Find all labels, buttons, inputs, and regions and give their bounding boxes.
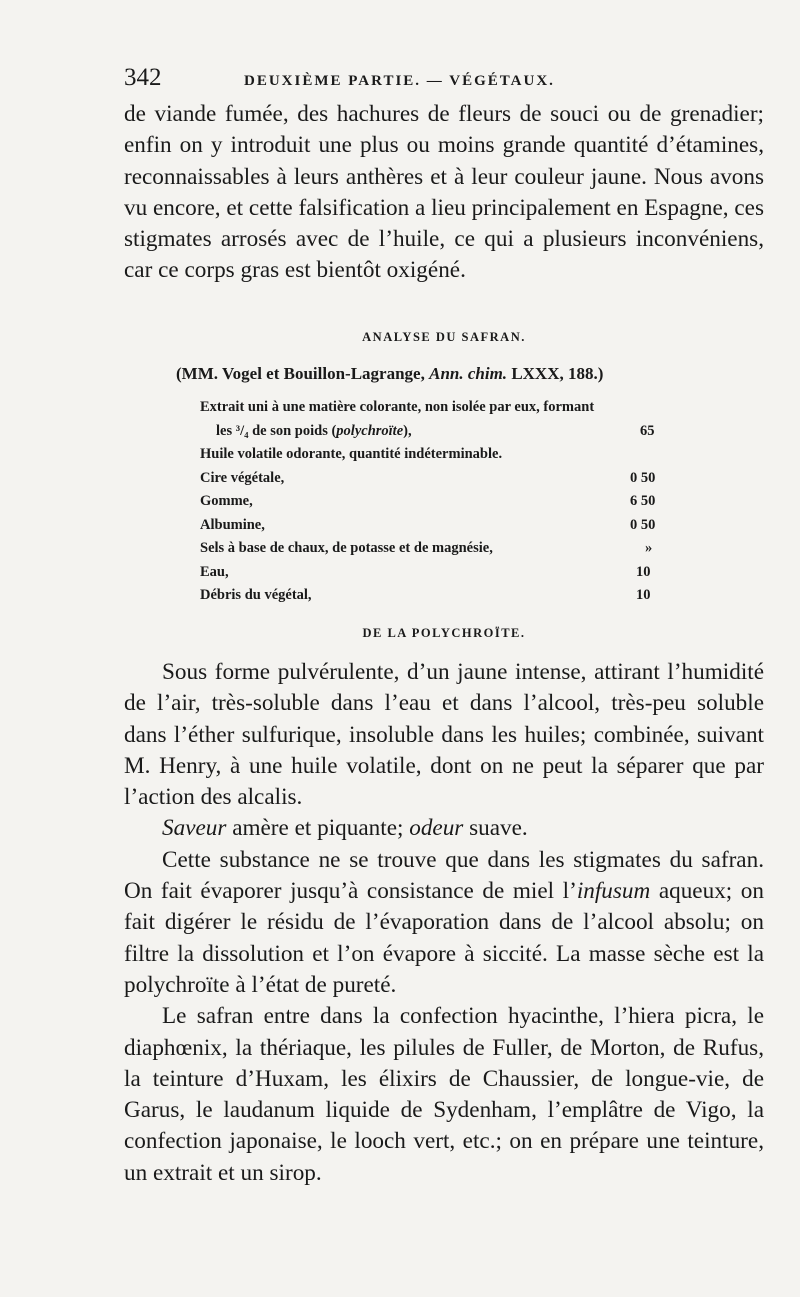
analysis-row [200,467,740,491]
analysis-row [200,584,740,608]
analysis-value: 6 50 [630,493,656,509]
word-infusum: infusum [576,878,651,905]
analysis-label: Eau, [200,563,229,580]
analysis-label-italic: polychroïte [336,422,404,439]
analysis-table [200,396,740,608]
paragraph-taste [124,813,764,844]
word-odeur: odeur [409,815,464,842]
main-text [124,657,764,1189]
analysis-label-post: ), [403,422,412,439]
analysis-label [216,420,412,444]
analysis-label: Albumine, [200,516,265,533]
preparation-post: aqueux; on fait digérer le résidu de l’évaporation dans de l’alcool absolu; on filtre la dissolution et l’on évapore à siccité. La masse sèche est la polychroïte à l’état de pureté. [124,878,764,998]
preparation-pre: Cette substance ne se trouve que dans les stigmates du safran. On fait évaporer jusqu’à consistance de miel l’ [124,846,764,905]
reference-journal: Ann. chim. [429,364,508,383]
analysis-value: » [645,540,653,556]
polychroite-heading: DE LA POLYCHROÏTE. [362,626,526,640]
analysis-row [200,514,740,538]
running-title: DEUXIÈME PARTIE. — VÉGÉTAUX. [244,73,555,89]
analysis-label: Débris du végétal, [200,587,312,603]
analysis-label-pre: les ³/₄ de son poids ( [216,422,337,439]
analysis-reference [176,364,603,384]
analysis-row [200,561,740,585]
analysis-value: 0 50 [630,469,656,486]
taste-end: suave. [463,815,528,842]
intro-block [124,99,764,287]
analysis-row [200,490,740,514]
analysis-label: Cire végétale, [200,469,285,486]
paragraph-properties: Sous forme pulvérulente, d’un jaune intense, attirant l’humidité de l’air, très-soluble dans l’eau et dans l’alcool, très-peu soluble dans l’éther sulfurique, insoluble dans les huiles; combinée, suivant M. Henry, à une huile volatile, dont on ne peut la séparer que par l’action des alcalis. [124,659,764,811]
analysis-label: Sels à base de chaux, de potasse et de magnésie, [200,540,493,556]
page-number: 342 [124,64,162,91]
analysis-heading: ANALYSE DU SAFRAN. [362,330,526,344]
reference-prefix: (MM. Vogel et Bouillon-Lagrange, [176,364,430,383]
word-saveur: Saveur [162,815,227,842]
analysis-value: 10 [636,563,651,580]
analysis-row [200,537,740,561]
analysis-label: Gomme, [200,493,253,509]
analysis-row [200,396,740,420]
paragraph-uses: Le safran entre dans la confection hyacinthe, l’hiera picra, le diaphœnix, la thériaque, les pilules de Fuller, de Morton, de Rufus, la teinture d’Huxam, les élixirs de Chaussier, de longue-vie, de Garus, le laudanum liquide de Sydenham, l’emplâtre de Vigo, la confection japonaise, le looch vert, etc.; on en prépare une teinture, un extrait et un sirop. [124,1003,764,1186]
analysis-label: Extrait uni à une matière colorante, non isolée par eux, formant [200,399,595,415]
reference-suffix: LXXX, 188.) [507,364,604,383]
page-header [124,64,764,92]
analysis-value: 10 [636,587,651,603]
analysis-value: 0 50 [630,516,656,533]
analysis-row [200,420,740,444]
analysis-label: Huile volatile odorante, quantité indéterminable. [200,446,503,462]
intro-paragraph: de viande fumée, des hachures de fleurs de souci ou de grenadier; enfin on y introduit une plus ou moins grande quantité d’étamines, reconnaissables à leurs anthères et à leur couleur jaune. Nous avons vu encore, et cette falsification a lieu principalement en Espagne, ces stigmates arrosés avec de l’huile, ce qui a plusieurs inconvéniens, car ce corps gras est bientôt oxigéné. [124,101,764,284]
taste-text: amère et piquante; [226,815,410,842]
analysis-row [200,443,740,467]
paragraph-preparation [124,845,764,1001]
analysis-value: 65 [640,422,655,439]
